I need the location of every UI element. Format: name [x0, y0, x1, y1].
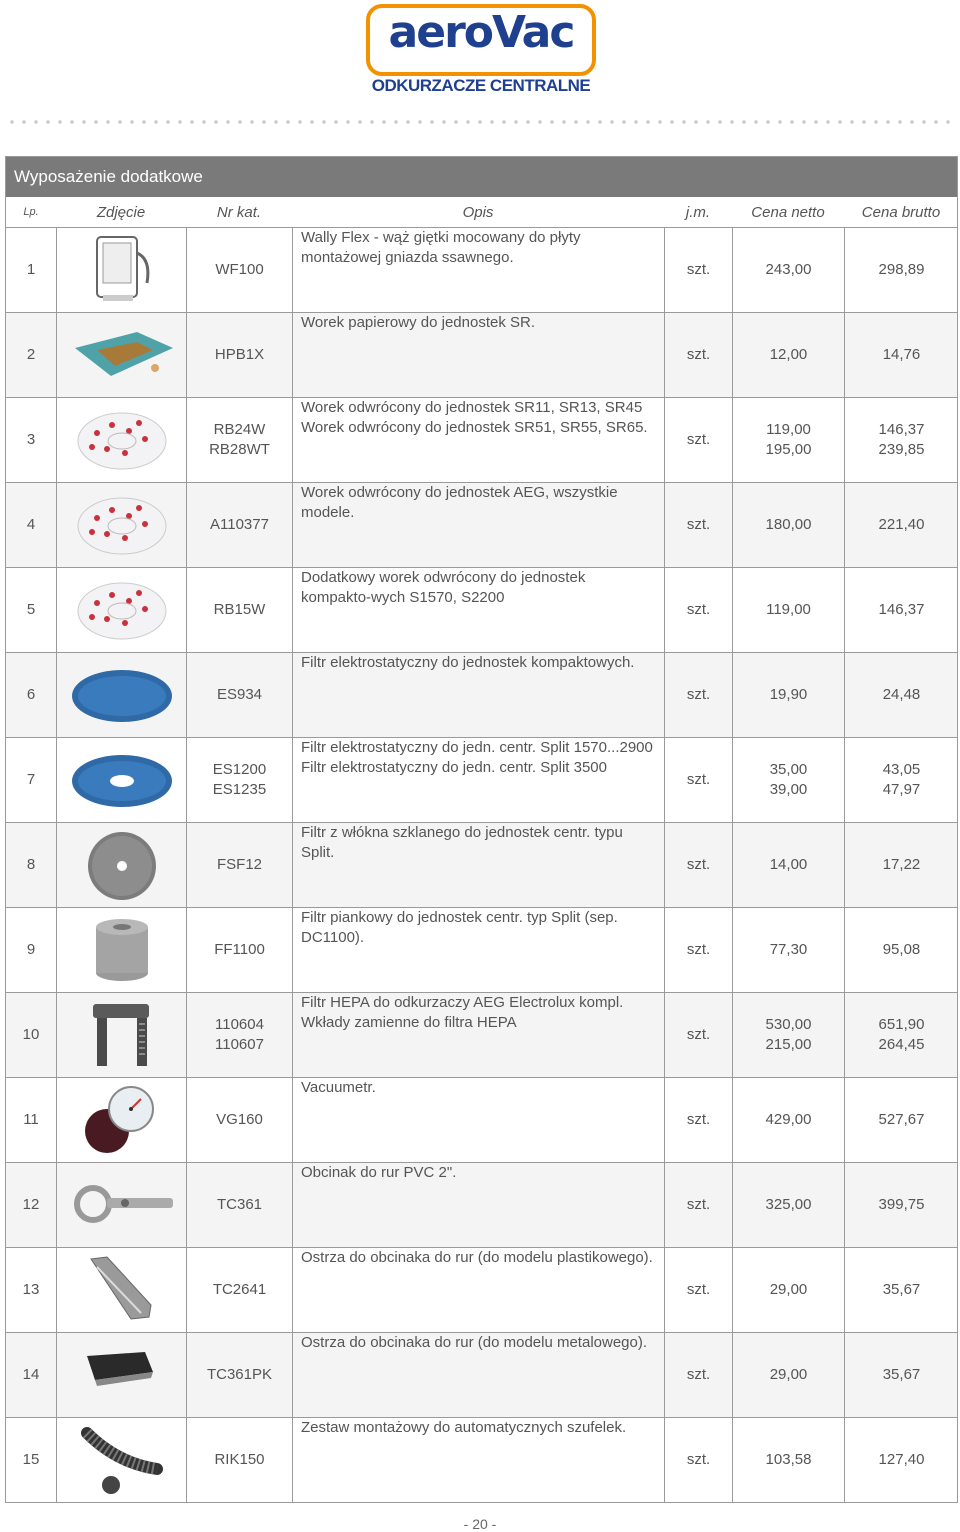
table-row — [6, 738, 957, 823]
row-number: 3 — [26, 431, 36, 448]
description — [292, 1418, 664, 1502]
header-description: Opis — [462, 203, 494, 221]
gross-price — [844, 228, 958, 312]
net-price-line: 180,00 — [765, 516, 812, 533]
table-header — [6, 197, 957, 228]
unit: szt. — [664, 483, 732, 567]
gross-price-line: 221,40 — [878, 516, 925, 533]
gross-price — [844, 653, 958, 737]
net-price — [732, 738, 844, 822]
catalog-number-line: ES1235 — [212, 781, 267, 798]
description-line: Zestaw montażowy do automatycznych szufelek. — [301, 1419, 627, 1436]
description-line: Ostrza do obcinaka do rur (do modelu metalowego). — [301, 1334, 648, 1351]
net-price-line: 215,00 — [765, 1036, 812, 1053]
vacuum-gauge-icon — [67, 1083, 177, 1157]
net-price — [732, 1248, 844, 1332]
description-line: Filtr elektrostatyczny do jednostek kompaktowych. — [301, 654, 635, 671]
reverse-bag-icon — [67, 488, 177, 562]
gross-price — [844, 1418, 958, 1502]
header-unit: j.m. — [685, 203, 711, 221]
row-number: 12 — [22, 1196, 40, 1213]
description — [292, 313, 664, 397]
table-row — [6, 908, 957, 993]
catalog-number — [186, 738, 292, 822]
row-number: 7 — [26, 771, 36, 788]
description — [292, 228, 664, 312]
net-price — [732, 1333, 844, 1417]
gross-price — [844, 313, 958, 397]
unit: szt. — [664, 1248, 732, 1332]
net-price — [732, 398, 844, 482]
logo-wordmark: aeroVac — [388, 7, 574, 58]
header-lp: Lp. — [23, 206, 39, 218]
row-number: 10 — [22, 1026, 40, 1043]
unit: szt. — [664, 568, 732, 652]
net-price-line: 14,00 — [769, 856, 808, 873]
unit: szt. — [664, 1333, 732, 1417]
catalog-number — [186, 1418, 292, 1502]
table-row — [6, 568, 957, 653]
product-photo — [56, 993, 186, 1077]
net-price-line: 77,30 — [769, 941, 808, 958]
catalog-number — [186, 993, 292, 1077]
gross-price-line: 298,89 — [878, 261, 925, 278]
description-line: Vacuumetr. — [301, 1079, 376, 1096]
reverse-bag-icon — [67, 573, 177, 647]
price-table — [5, 156, 958, 1503]
description-line: Dodatkowy worek odwrócony do jednostek kompakto-wych S1570, S2200 — [301, 569, 586, 606]
gross-price-line: 95,08 — [882, 941, 921, 958]
gross-price — [844, 1078, 958, 1162]
gross-price-line: 47,97 — [882, 781, 921, 798]
wall-flex-hose-icon — [67, 233, 177, 307]
table-row — [6, 993, 957, 1078]
net-price-line: 119,00 — [766, 601, 811, 618]
product-photo — [56, 483, 186, 567]
catalog-number-line: TC361PK — [206, 1366, 273, 1383]
description-line: Worek odwrócony do jednostek AEG, wszystkie modele. — [301, 484, 618, 521]
gross-price — [844, 398, 958, 482]
product-photo — [56, 653, 186, 737]
gross-price-line: 17,22 — [882, 856, 921, 873]
product-photo — [56, 398, 186, 482]
unit: szt. — [664, 1418, 732, 1502]
gross-price — [844, 908, 958, 992]
description — [292, 993, 664, 1077]
catalog-number — [186, 1333, 292, 1417]
row-number: 1 — [26, 261, 36, 278]
unit: szt. — [664, 653, 732, 737]
unit: szt. — [664, 738, 732, 822]
row-number: 13 — [22, 1281, 40, 1298]
dotted-divider — [6, 118, 958, 126]
description-line: Wally Flex - wąż giętki mocowany do płyty montażowej gniazda ssawnego. — [301, 229, 581, 266]
net-price — [732, 1418, 844, 1502]
description — [292, 908, 664, 992]
catalog-number — [186, 398, 292, 482]
hepa-filter-icon — [67, 998, 177, 1072]
product-photo — [56, 1333, 186, 1417]
description-line: Ostrza do obcinaka do rur (do modelu plastikowego). — [301, 1249, 653, 1266]
logo-tagline: ODKURZACZE CENTRALNE — [371, 76, 591, 95]
row-number: 14 — [22, 1366, 40, 1383]
row-number: 9 — [26, 941, 36, 958]
catalog-number-line: RB28WT — [209, 441, 270, 458]
product-photo — [56, 1078, 186, 1162]
product-photo — [56, 738, 186, 822]
gross-price — [844, 823, 958, 907]
net-price — [732, 993, 844, 1077]
table-row — [6, 1333, 957, 1418]
gross-price-line: 146,37 — [878, 421, 925, 438]
net-price — [732, 823, 844, 907]
net-price-line: 325,00 — [765, 1196, 812, 1213]
product-photo — [56, 1248, 186, 1332]
catalog-number — [186, 823, 292, 907]
catalog-number-line: 110607 — [215, 1036, 264, 1053]
catalog-number — [186, 908, 292, 992]
table-row — [6, 483, 957, 568]
net-price-line: 530,00 — [765, 1016, 812, 1033]
table-row — [6, 1078, 957, 1163]
description-line: Obcinak do rur PVC 2". — [301, 1164, 457, 1181]
catalog-number-line: TC2641 — [212, 1281, 267, 1298]
glass-fiber-filter-icon — [67, 828, 177, 902]
catalog-number-line: ES934 — [216, 686, 263, 703]
catalog-number — [186, 228, 292, 312]
net-price-line: 29,00 — [769, 1281, 808, 1298]
catalog-number-line: RB15W — [213, 601, 266, 618]
gross-price — [844, 568, 958, 652]
brand-logo — [366, 4, 596, 96]
unit: szt. — [664, 228, 732, 312]
catalog-number-line: A110377 — [210, 516, 269, 533]
blue-filter-ring-icon — [67, 743, 177, 817]
header-net-price: Cena netto — [751, 203, 825, 221]
catalog-number-line: HPB1X — [214, 346, 265, 363]
net-price-line: 12,00 — [769, 346, 808, 363]
gross-price — [844, 738, 958, 822]
unit: szt. — [664, 993, 732, 1077]
description-line: Worek papierowy do jednostek SR. — [301, 314, 536, 331]
description — [292, 398, 664, 482]
row-number: 4 — [26, 516, 36, 533]
gross-price-line: 146,37 — [878, 601, 925, 618]
gross-price — [844, 1248, 958, 1332]
unit: szt. — [664, 1078, 732, 1162]
unit: szt. — [664, 398, 732, 482]
gross-price-line: 127,40 — [878, 1451, 925, 1468]
gross-price-line: 43,05 — [882, 761, 921, 778]
header-catalog-number: Nr kat. — [216, 203, 262, 221]
description — [292, 483, 664, 567]
catalog-number — [186, 1248, 292, 1332]
description — [292, 1163, 664, 1247]
catalog-number-line: FF1100 — [214, 941, 265, 958]
net-price — [732, 483, 844, 567]
gross-price — [844, 1163, 958, 1247]
description-line: Filtr elektrostatyczny do jedn. centr. Split 1570...2900 — [301, 739, 653, 756]
product-photo — [56, 1163, 186, 1247]
description-line: Filtr HEPA do odkurzaczy AEG Electrolux kompl. — [301, 994, 624, 1011]
product-photo — [56, 908, 186, 992]
description — [292, 738, 664, 822]
reverse-bag-icon — [67, 403, 177, 477]
description — [292, 568, 664, 652]
header-gross-price: Cena brutto — [861, 203, 941, 221]
blue-filter-disc-icon — [67, 658, 177, 732]
net-price-line: 35,00 — [769, 761, 808, 778]
gross-price-line: 24,48 — [882, 686, 921, 703]
table-row — [6, 228, 957, 313]
catalog-number — [186, 653, 292, 737]
net-price-line: 243,00 — [765, 261, 812, 278]
unit: szt. — [664, 908, 732, 992]
mounting-kit-icon — [67, 1423, 177, 1497]
catalog-number — [186, 313, 292, 397]
row-number: 11 — [23, 1111, 39, 1128]
table-row — [6, 1248, 957, 1333]
table-body — [6, 228, 957, 1502]
gross-price-line: 399,75 — [878, 1196, 925, 1213]
description — [292, 653, 664, 737]
description-line: Filtr elektrostatyczny do jedn. centr. Split 3500 — [301, 759, 607, 776]
unit: szt. — [664, 313, 732, 397]
catalog-number — [186, 483, 292, 567]
description-line: Filtr piankowy do jednostek centr. typ Split (sep. DC1100). — [301, 909, 618, 946]
gross-price — [844, 483, 958, 567]
net-price-line: 29,00 — [769, 1366, 808, 1383]
description — [292, 823, 664, 907]
catalog-number-line: VG160 — [216, 1111, 263, 1128]
net-price — [732, 568, 844, 652]
product-photo — [56, 1418, 186, 1502]
catalog-number-line: RB24W — [213, 421, 266, 438]
catalog-number-line: FSF12 — [216, 856, 262, 873]
table-row — [6, 1163, 957, 1248]
catalog-number — [186, 1078, 292, 1162]
table-row — [6, 823, 957, 908]
net-price — [732, 908, 844, 992]
unit: szt. — [664, 823, 732, 907]
gross-price-line: 651,90 — [878, 1016, 925, 1033]
description-line: Worek odwrócony do jednostek SR51, SR55, SR65. — [301, 419, 648, 436]
catalog-number — [186, 1163, 292, 1247]
gross-price — [844, 1333, 958, 1417]
row-number: 6 — [26, 686, 36, 703]
net-price — [732, 653, 844, 737]
gross-price-line: 264,45 — [878, 1036, 925, 1053]
page-number: - 20 - — [463, 1516, 497, 1532]
gross-price-line: 14,76 — [882, 346, 921, 363]
net-price — [732, 313, 844, 397]
cutter-blade-icon — [67, 1253, 177, 1327]
table-row — [6, 653, 957, 738]
row-number: 8 — [26, 856, 36, 873]
net-price-line: 39,00 — [769, 781, 808, 798]
cutter-blade-dark-icon — [67, 1338, 177, 1412]
description — [292, 1078, 664, 1162]
table-row — [6, 313, 957, 398]
description-line: Wkłady zamienne do filtra HEPA — [301, 1014, 517, 1031]
foam-filter-icon — [67, 913, 177, 987]
net-price-line: 103,58 — [765, 1451, 812, 1468]
catalog-number-line: WF100 — [215, 261, 264, 278]
product-photo — [56, 313, 186, 397]
row-number: 5 — [26, 601, 36, 618]
product-photo — [56, 823, 186, 907]
catalog-number — [186, 568, 292, 652]
net-price-line: 19,90 — [769, 686, 808, 703]
net-price-line: 429,00 — [765, 1111, 812, 1128]
gross-price-line: 239,85 — [878, 441, 925, 458]
gross-price-line: 35,67 — [882, 1281, 921, 1298]
net-price — [732, 1163, 844, 1247]
header-photo: Zdjęcie — [96, 203, 146, 221]
table-row — [6, 398, 957, 483]
description-line: Worek odwrócony do jednostek SR11, SR13, SR45 — [301, 399, 643, 416]
row-number: 15 — [22, 1451, 40, 1468]
row-number: 2 — [26, 346, 36, 363]
catalog-number-line: RIK150 — [214, 1451, 265, 1468]
product-photo — [56, 228, 186, 312]
net-price — [732, 228, 844, 312]
catalog-number-line: TC361 — [216, 1196, 263, 1213]
pipe-cutter-icon — [67, 1168, 177, 1242]
description — [292, 1248, 664, 1332]
description-line: Filtr z włókna szklanego do jednostek centr. typu Split. — [301, 824, 623, 861]
paper-bag-icon — [67, 318, 177, 392]
net-price-line: 119,00 — [766, 421, 811, 438]
table-row — [6, 1418, 957, 1502]
net-price-line: 195,00 — [765, 441, 812, 458]
catalog-number-line: 110604 — [215, 1016, 264, 1033]
gross-price — [844, 993, 958, 1077]
table-title: Wyposażenie dodatkowe — [6, 157, 957, 197]
product-photo — [56, 568, 186, 652]
catalog-number-line: ES1200 — [212, 761, 267, 778]
net-price — [732, 1078, 844, 1162]
gross-price-line: 527,67 — [878, 1111, 925, 1128]
unit: szt. — [664, 1163, 732, 1247]
gross-price-line: 35,67 — [882, 1366, 921, 1383]
description — [292, 1333, 664, 1417]
